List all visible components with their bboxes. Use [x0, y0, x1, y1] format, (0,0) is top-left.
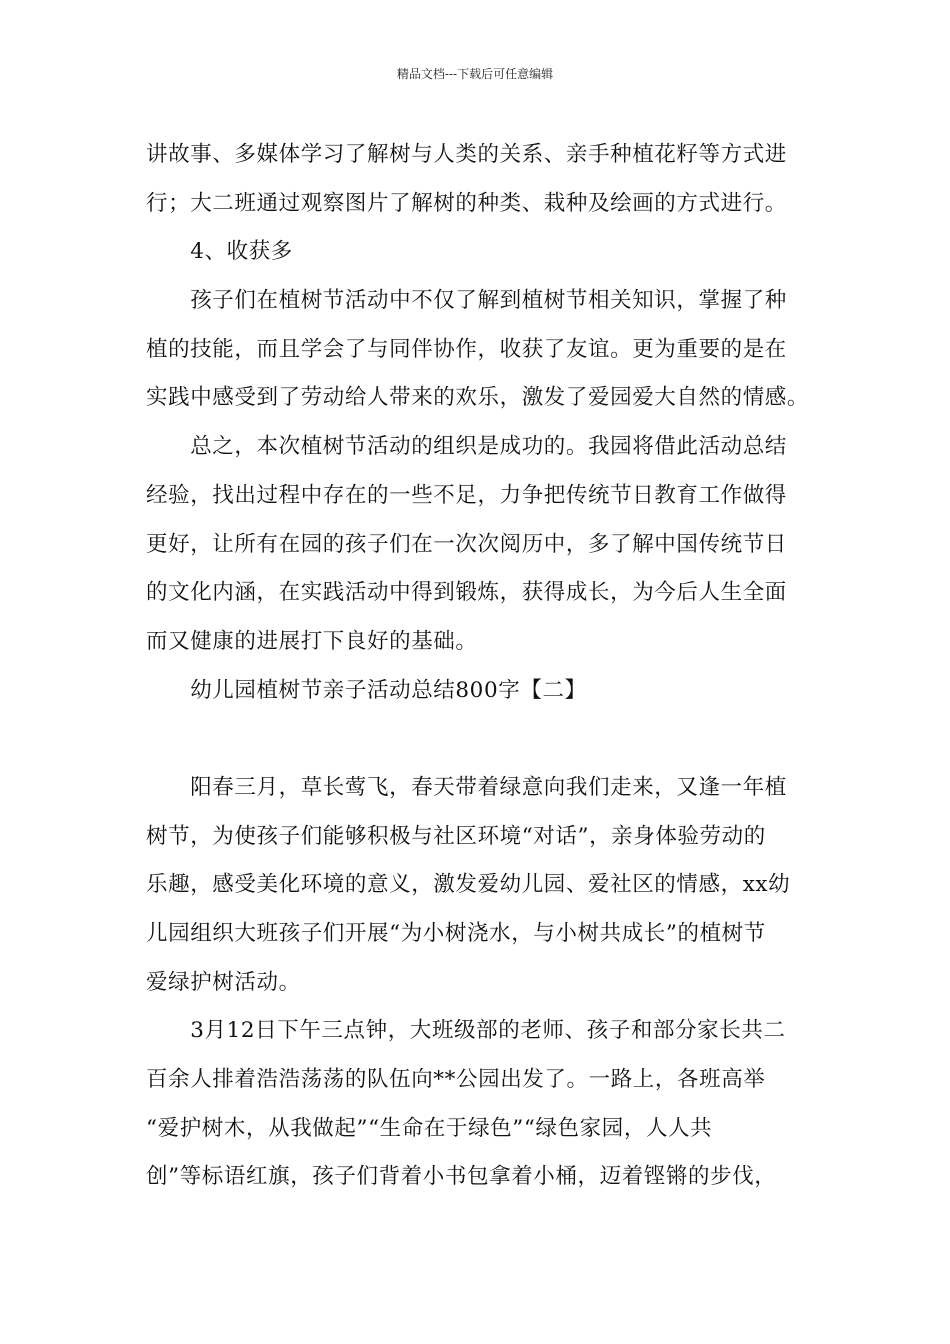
text-line: 孩子们在植树节活动中不仅了解到植树节相关知识，掌握了种	[146, 288, 787, 314]
text-line: 植的技能，而且学会了与同伴协作，收获了友谊。更为重要的是在	[146, 336, 787, 362]
text-line: 儿园组织大班孩子们开展“为小树浇水，与小树共成长”的植树节	[146, 921, 766, 946]
paragraph	[146, 131, 810, 228]
text-line: 行；大二班通过观察图片了解树的种类、栽种及绘画的方式进行。	[146, 190, 787, 216]
paragraph	[146, 1007, 810, 1202]
document-body	[146, 131, 810, 1202]
text-line: 更好，让所有在园的孩子们在一次次阅历中，多了解中国传统节日	[146, 531, 787, 557]
text-line: 的文化内涵，在实践活动中得到锻炼，获得成长，为今后人生全面	[146, 580, 787, 606]
paragraph	[146, 423, 810, 666]
text-line: 树节，为使孩子们能够积极与社区环境“对话”，亲身体验劳动的	[146, 823, 766, 849]
text-line: 而又健康的进展打下良好的基础。	[146, 628, 478, 654]
text-line: “爱护树木，从我做起”“生命在于绿色”“绿色家园，人人共	[146, 1115, 713, 1141]
page-header: 精品文档---下载后可任意编辑	[396, 67, 554, 81]
text-line: 创”等标语红旗，孩子们背着小书包拿着小桶，迈着铿锵的步伐，	[146, 1164, 777, 1190]
text-line: 爱绿护树活动。	[146, 969, 301, 995]
text-line: 乐趣，感受美化环境的意义，激发爱幼儿园、爱社区的情感，xx幼	[146, 872, 791, 898]
section-title	[146, 667, 810, 716]
text-line: 4、收获多	[146, 239, 293, 265]
text-line: 3月12日下午三点钟，大班级部的老师、孩子和部分家长共二	[146, 1018, 786, 1044]
text-line: 讲故事、多媒体学习了解树与人类的关系、亲手种植花籽等方式进	[146, 142, 787, 167]
text-line: 总之，本次植树节活动的组织是成功的。我园将借此活动总结	[146, 434, 787, 460]
paragraph	[146, 277, 810, 423]
paragraph	[146, 764, 810, 1007]
text-line: 幼儿园植树节亲子活动总结800字【二】	[146, 677, 587, 703]
text-line: 实践中感受到了劳动给人带来的欢乐，激发了爱园爱大自然的情感。	[146, 385, 810, 411]
text-line: 阳春三月，草长莺飞，春天带着绿意向我们走来，又逢一年植	[146, 774, 787, 800]
text-line: 经验，找出过程中存在的一些不足，力争把传统节日教育工作做得	[146, 482, 787, 508]
text-line: 百余人排着浩浩荡荡的队伍向**公园出发了。一路上，各班高举	[146, 1067, 766, 1093]
section-heading	[146, 228, 810, 277]
blank-space	[146, 715, 810, 764]
